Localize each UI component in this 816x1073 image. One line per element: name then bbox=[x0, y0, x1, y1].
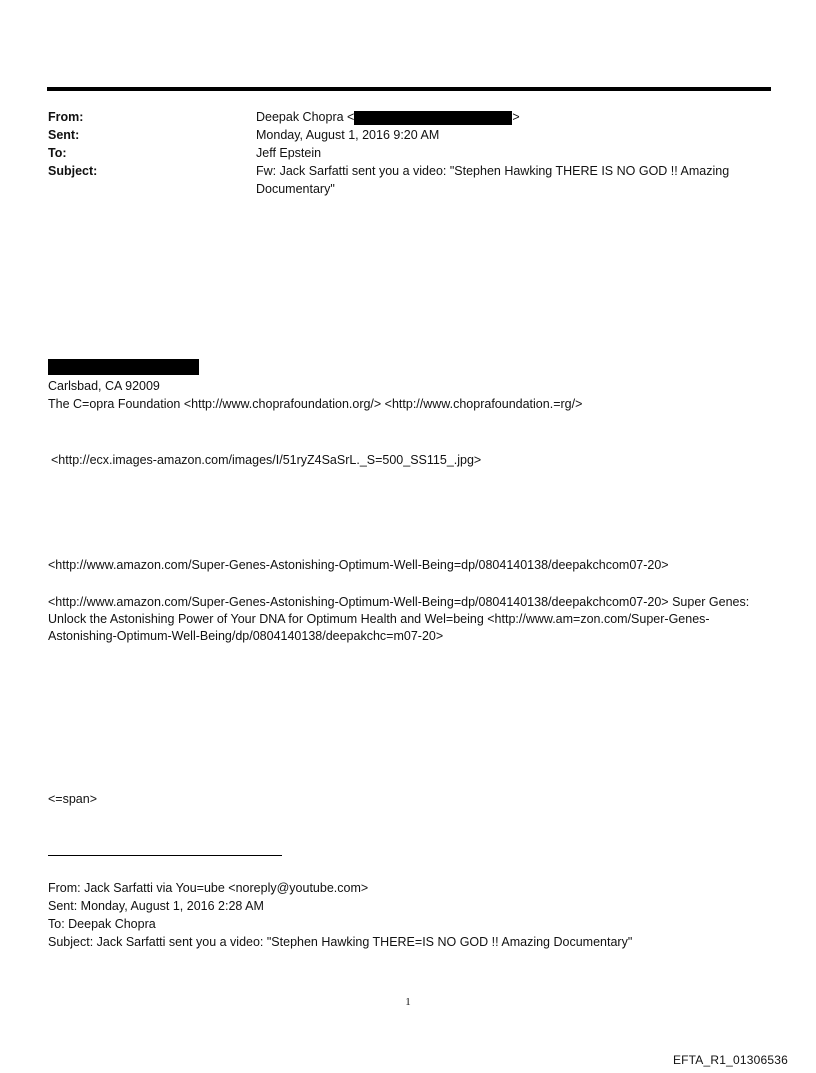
span-text: <=span> bbox=[48, 792, 98, 806]
subject-label: Subject: bbox=[48, 164, 98, 178]
address-redaction-bar bbox=[48, 359, 199, 375]
forwarded-sent: Sent: Monday, August 1, 2016 2:28 AM bbox=[48, 899, 264, 913]
redaction-bar bbox=[354, 111, 512, 125]
forwarded-from: From: Jack Sarfatti via You=ube <noreply@youtube.com> bbox=[48, 881, 369, 895]
to-value: Jeff Epstein bbox=[256, 146, 322, 160]
forwarded-subject: Subject: Jack Sarfatti sent you a video: "Stephen Hawking THERE=IS NO GOD !! Amazing Documentary" bbox=[48, 935, 633, 949]
from-close: > bbox=[512, 110, 520, 124]
amazon-link-1: <http://www.amazon.com/Super-Genes-Astonishing-Optimum-Well-Being=dp/0804140138/deepakchcom07-20> bbox=[48, 558, 669, 572]
foundation-line: The C=opra Foundation <http://www.choprafoundation.org/> <http://www.choprafoundation.=rg/> bbox=[48, 397, 583, 411]
from-label: From: bbox=[48, 110, 84, 124]
sent-label: Sent: bbox=[48, 128, 80, 142]
from-value bbox=[256, 108, 766, 126]
amazon-paragraph: <http://www.amazon.com/Super-Genes-Astonishing-Optimum-Well-Being=dp/0804140138/deepakchcom07-20> Super Genes: Unlock the Astonishing Power of Your DNA for Optimum Health and Wel=being <http://www.am=zon.com/Super-Genes-Astonishing-Optimum-Well-Being/dp/0804140138/deepakchc=m07-20> bbox=[48, 595, 750, 643]
header-rule bbox=[47, 87, 771, 91]
from-name: Deepak Chopra < bbox=[256, 110, 355, 124]
address-city: Carlsbad, CA 92009 bbox=[48, 379, 160, 393]
page-number: 1 bbox=[405, 996, 411, 1008]
image-link: <http://ecx.images-amazon.com/images/I/51ryZ4SaSrL._S=500_SS115_.jpg> bbox=[51, 453, 482, 467]
sent-value: Monday, August 1, 2016 9:20 AM bbox=[256, 128, 440, 142]
to-label: To: bbox=[48, 146, 67, 160]
forward-separator bbox=[48, 855, 282, 856]
document-id: EFTA_R1_01306536 bbox=[672, 1053, 788, 1067]
forwarded-to: To: Deepak Chopra bbox=[48, 917, 156, 931]
subject-value: Fw: Jack Sarfatti sent you a video: "Stephen Hawking THERE IS NO GOD !! Amazing Documentary" bbox=[256, 164, 730, 196]
